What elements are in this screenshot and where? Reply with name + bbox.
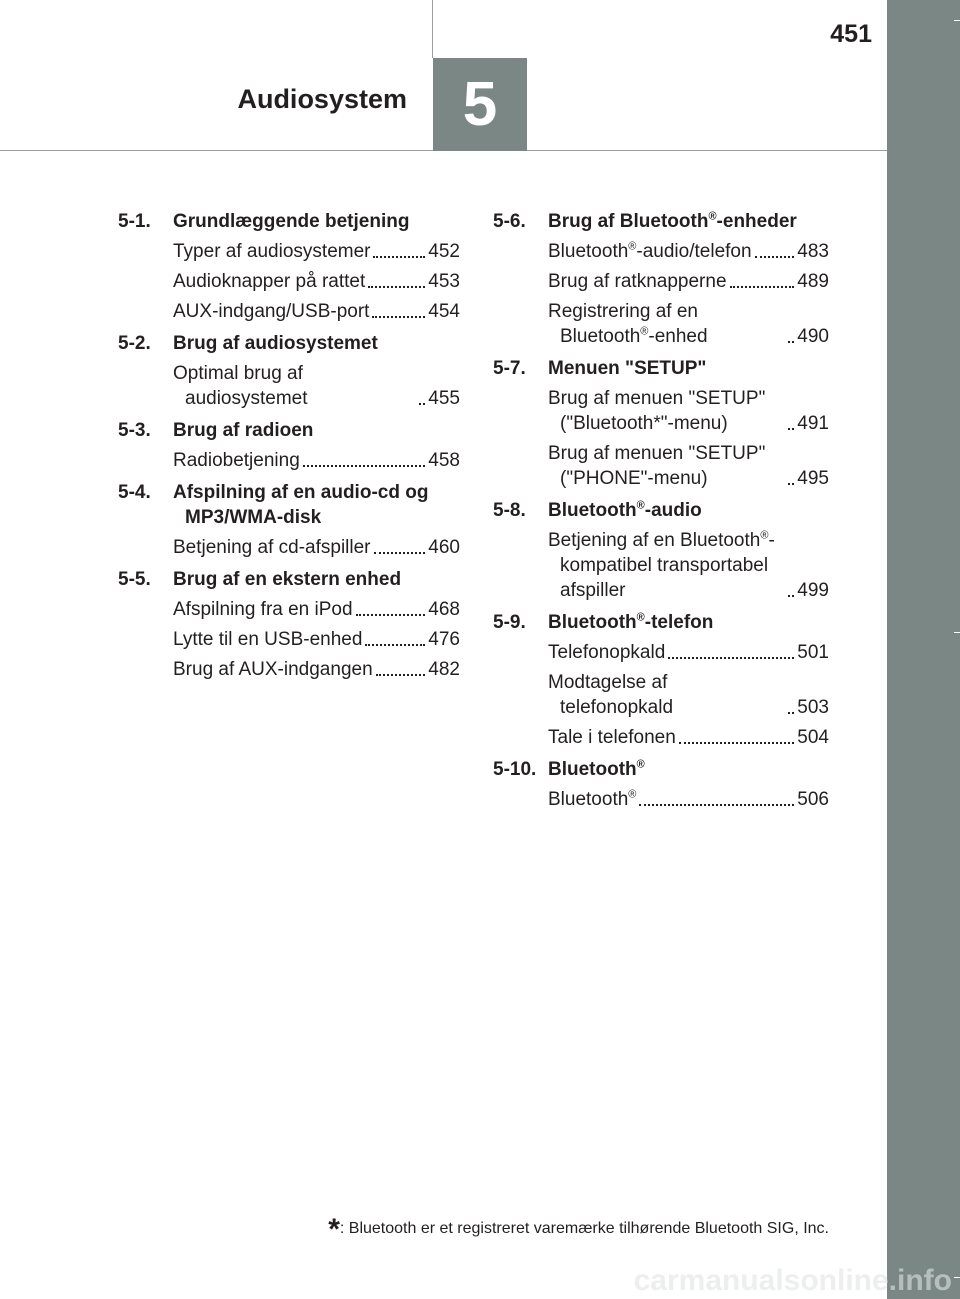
entry-title: Telefonopkald: [548, 642, 666, 663]
entry-page: 499: [797, 580, 829, 601]
registered-mark: ®: [640, 325, 649, 338]
entry-page: 458: [428, 450, 460, 471]
entry-page: 501: [797, 642, 829, 663]
registered-mark: ®: [636, 611, 645, 624]
entry-page: 460: [428, 537, 460, 558]
crop-mark: [954, 632, 960, 633]
toc-left-column: [118, 209, 460, 689]
entry-title: Tale i telefonen: [548, 727, 676, 748]
entry-page: 455: [428, 388, 460, 409]
entry-page: 483: [797, 241, 829, 262]
section-title: Brug af radioen: [173, 420, 314, 441]
toc-entry[interactable]: [173, 361, 460, 411]
section-title: Menuen "SETUP": [548, 358, 707, 379]
chapter-title: Audiosystem: [237, 84, 407, 114]
dot-leader: [356, 614, 426, 616]
dot-leader: [419, 403, 425, 405]
toc-entry[interactable]: [173, 269, 460, 294]
entry-page: 490: [797, 326, 829, 347]
page-number: 451: [830, 20, 872, 48]
dot-leader: [668, 657, 794, 659]
entry-page: 504: [797, 727, 829, 748]
toc-right-column: [493, 209, 829, 819]
dot-leader: [679, 742, 794, 744]
watermark-logo: [560, 1262, 960, 1299]
toc-entry[interactable]: [548, 441, 829, 491]
crop-mark: [954, 20, 960, 21]
entry-page: 468: [428, 599, 460, 620]
registered-mark: ®: [760, 529, 769, 542]
toc-section: [118, 480, 460, 560]
section-title: Bluetooth®: [548, 758, 645, 780]
toc-entry[interactable]: [548, 725, 829, 750]
toc-entry[interactable]: [173, 627, 460, 652]
section-title: Brug af Bluetooth®-enheder: [548, 210, 797, 232]
dot-leader: [788, 483, 794, 485]
dot-leader: [376, 674, 426, 676]
section-title: Afspilning af en audio-cd og MP3/WMA-disk: [173, 482, 429, 528]
dot-leader: [372, 316, 425, 318]
entry-page: 476: [428, 629, 460, 650]
footnote: [328, 1213, 829, 1247]
entry-title: Brug af menuen "SETUP" ("Bluetooth*"-menu): [548, 388, 766, 434]
section-title: Brug af en ekstern enhed: [173, 569, 402, 590]
section-number: 5-9.: [493, 612, 526, 633]
section-title: Brug af audiosystemet: [173, 333, 378, 354]
entry-title: Bluetooth®-audio/telefon: [548, 240, 752, 262]
toc-section: [118, 567, 460, 682]
entry-page: 489: [797, 271, 829, 292]
section-number: 5-4.: [118, 482, 151, 503]
dot-leader: [730, 286, 795, 288]
section-number: 5-5.: [118, 569, 151, 590]
entry-title: Modtagelse af telefonopkald: [548, 672, 674, 718]
toc-entry[interactable]: [548, 787, 829, 812]
toc-section: [493, 757, 829, 812]
toc-section: [118, 331, 460, 411]
toc-entry[interactable]: [548, 528, 829, 603]
toc-entry[interactable]: [173, 535, 460, 560]
entry-title: Typer af audiosystemer: [173, 241, 371, 262]
toc-entry[interactable]: [548, 640, 829, 665]
toc-entry[interactable]: [173, 299, 460, 324]
toc-entry[interactable]: [173, 657, 460, 682]
toc-entry[interactable]: [548, 386, 829, 436]
dot-leader: [788, 341, 794, 343]
section-title: Grundlæggende betjening: [173, 211, 410, 232]
chapter-number: 5: [433, 58, 527, 151]
toc-section: [493, 356, 829, 491]
entry-title: Bluetooth®: [548, 788, 637, 810]
toc-section: [493, 610, 829, 750]
header-divider: [432, 0, 433, 58]
section-number: 5-3.: [118, 420, 151, 441]
registered-mark: ®: [708, 210, 717, 223]
dot-leader: [788, 595, 794, 597]
entry-page: 453: [428, 271, 460, 292]
dot-leader: [755, 256, 795, 258]
section-number: 5-2.: [118, 333, 151, 354]
entry-title: Lytte til en USB-enhed: [173, 629, 363, 650]
dot-leader: [368, 286, 425, 288]
section-number: 5-7.: [493, 358, 526, 379]
dot-leader: [374, 552, 426, 554]
registered-mark: ®: [628, 788, 637, 801]
section-number: 5-8.: [493, 500, 526, 521]
toc-entry[interactable]: [173, 597, 460, 622]
section-number: 5-10.: [493, 759, 537, 780]
entry-page: 454: [428, 301, 460, 322]
entry-page: 452: [428, 241, 460, 262]
entry-page: 503: [797, 697, 829, 718]
toc-entry[interactable]: [173, 448, 460, 473]
entry-title: Optimal brug af audiosystemet: [173, 363, 308, 409]
toc-entry[interactable]: [548, 269, 829, 294]
section-title: Bluetooth®-audio: [548, 499, 702, 521]
entry-page: 495: [797, 468, 829, 489]
toc-section: [493, 209, 829, 349]
entry-title: Radiobetjening: [173, 450, 300, 471]
footnote-text: : Bluetooth er et registreret varemærke tilhørende Bluetooth SIG, Inc.: [339, 1220, 829, 1237]
footnote-mark: *: [328, 1213, 340, 1246]
registered-mark: ®: [636, 499, 645, 512]
side-strip: [887, 0, 960, 1299]
registered-mark: ®: [628, 240, 637, 253]
toc-entry[interactable]: [173, 239, 460, 264]
toc-entry[interactable]: [548, 670, 829, 720]
entry-title: AUX-indgang/USB-port: [173, 301, 370, 322]
dot-leader: [373, 256, 425, 258]
entry-title: Betjening af cd-afspiller: [173, 537, 371, 558]
toc-entry[interactable]: [548, 239, 829, 264]
toc-section: [118, 209, 460, 324]
registered-mark: ®: [636, 758, 645, 771]
entry-title: Afspilning fra en iPod: [173, 599, 353, 620]
entry-title: Brug af AUX-indgangen: [173, 659, 373, 680]
entry-page: 482: [428, 659, 460, 680]
dot-leader: [303, 465, 426, 467]
entry-title: Brug af menuen "SETUP" ("PHONE"-menu): [548, 443, 766, 489]
entry-title: Betjening af en Bluetooth®-kompatibel transportabel afspiller: [548, 529, 775, 601]
toc-section: [118, 418, 460, 473]
entry-title: Registrering af en Bluetooth®-enhed: [548, 301, 708, 347]
watermark-text: carmanualsonline.info: [633, 1264, 952, 1297]
entry-title: Brug af ratknapperne: [548, 271, 727, 292]
dot-leader: [365, 644, 425, 646]
toc-section: [493, 498, 829, 603]
entry-page: 506: [797, 789, 829, 810]
entry-title: Audioknapper på rattet: [173, 271, 366, 292]
dot-leader: [788, 428, 794, 430]
dot-leader: [639, 804, 794, 806]
section-number: 5-6.: [493, 211, 526, 232]
dot-leader: [788, 712, 794, 714]
toc-entry[interactable]: [548, 299, 829, 349]
section-title: Bluetooth®-telefon: [548, 611, 714, 633]
section-number: 5-1.: [118, 211, 151, 232]
entry-page: 491: [797, 413, 829, 434]
